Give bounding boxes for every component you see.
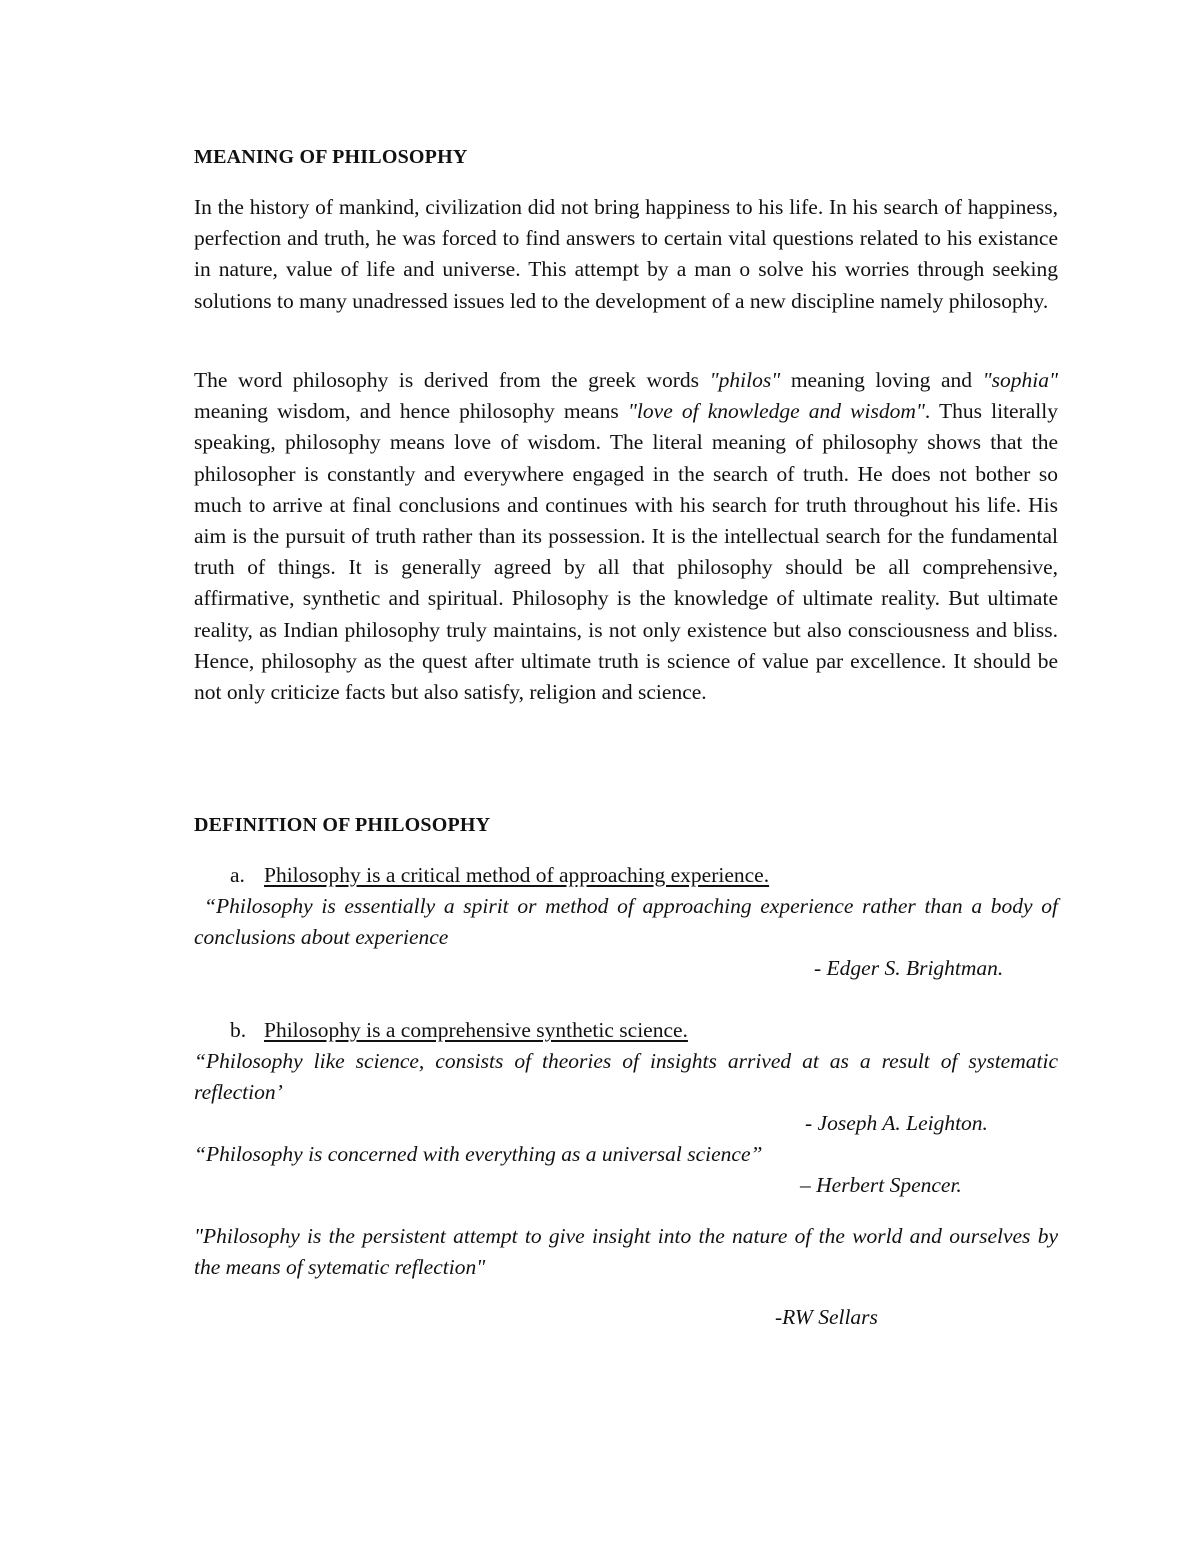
definition-heading: DEFINITION OF PHILOSOPHY	[194, 814, 491, 836]
para2-text-1: The word philosophy is derived from the greek words	[194, 368, 710, 392]
item-a-text: Philosophy is a critical method of approaching experience.	[264, 863, 770, 887]
item-b-marker: b.	[230, 1018, 247, 1042]
attribution-sellars: -RW Sellars	[775, 1305, 878, 1329]
term-philos: "philos"	[709, 368, 781, 392]
quote-brightman: “Philosophy is essentially a spirit or method of approaching experience rather than a body of conclusions about experience	[194, 894, 1058, 950]
definition-item-b	[230, 1015, 688, 1046]
para2-text-3: meaning wisdom, and hence philosophy means	[194, 399, 628, 424]
attribution-spencer: – Herbert Spencer.	[800, 1173, 962, 1197]
quote-leighton: “Philosophy like science, consists of theories of insights arrived at as a result of systematic reflection’	[194, 1049, 1058, 1105]
attribution-brightman: - Edger S. Brightman.	[814, 956, 1004, 980]
para2-text-2: meaning loving and	[780, 368, 983, 392]
meaning-heading: MEANING OF PHILOSOPHY	[194, 146, 468, 168]
quote-sellars: "Philosophy is the persistent attempt to give insight into the nature of the world and ourselves by the means of sytematic reflection"	[194, 1224, 1058, 1280]
attribution-leighton: - Joseph A. Leighton.	[805, 1111, 988, 1135]
meaning-paragraph-1: In the history of mankind, civilization did not bring happiness to his life. In his search of happiness, perfection and truth, he was forced to find answers to certain vital questions related to his existance in nature, value of life and universe. This attempt by a man o solve his worries through seeking solutions to many unadressed issues led to the development of a new discipline namely philosophy.	[194, 195, 1058, 313]
term-sophia: "sophia"	[982, 368, 1058, 392]
item-a-marker: a.	[230, 863, 245, 887]
definition-item-a	[230, 860, 769, 891]
quote-spencer: “Philosophy is concerned with everything as a universal science”	[194, 1142, 763, 1166]
term-love-of-knowledge: "love of knowledge and wisdom"	[627, 399, 925, 424]
item-b-text: Philosophy is a comprehensive synthetic science.	[264, 1018, 688, 1042]
para2-text-4: . Thus literally speaking, philosophy means love of wisdom. The literal meaning of philosophy shows that the philosopher is constantly and everywhere engaged in the search of truth. He does not bother so much to arrive at final conclusions and continues with his search for truth throughout his life. His aim is the pursuit of truth rather than its possession. It is the intellectual search for the fundamental truth of things. It is generally agreed by all that philosophy should be all comprehensive, affirmative, synthetic and spiritual. Philosophy is the knowledge of ultimate reality. But ultimate reality, as Indian philosophy truly maintains, is not only existence but also consciousness and bliss. Hence, philosophy as the quest after ultimate truth is science of value par excellence. It should be not only criticize facts but also satisfy, religion and science.	[194, 399, 1058, 705]
meaning-paragraph-2	[194, 365, 1058, 708]
